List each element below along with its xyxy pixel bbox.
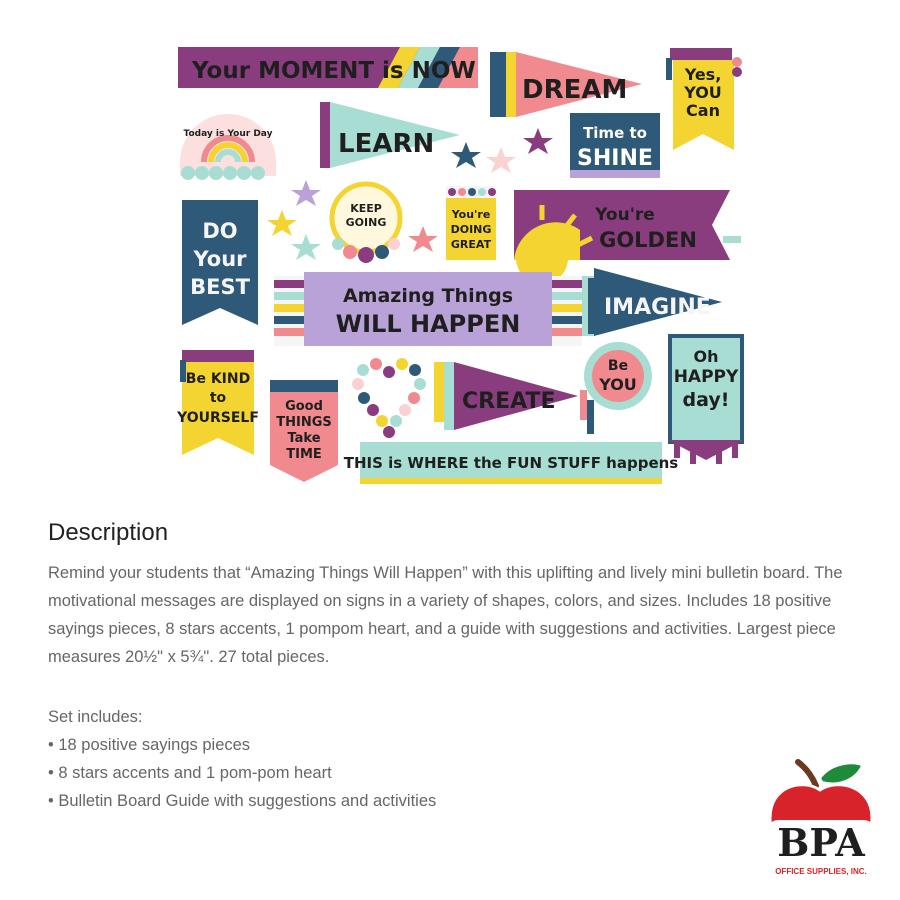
star-accent <box>523 128 553 154</box>
sign-be-kind <box>176 350 259 455</box>
sign-kind-text-3: YOURSELF <box>177 410 259 426</box>
star-accent <box>291 180 321 206</box>
star-accent <box>408 226 438 252</box>
sign-moment-text: Your MOMENT is NOW <box>192 58 476 84</box>
set-includes-title: Set includes: <box>48 708 143 726</box>
sign-happy-text-1: Oh <box>693 347 719 366</box>
sign-kind-text-1: Be KIND <box>185 371 251 387</box>
sign-doing-great <box>446 186 496 260</box>
sign-best-text-3: BEST <box>190 275 250 299</box>
sign-dream-text: DREAM <box>522 75 628 105</box>
sign-do-your-best <box>182 200 258 325</box>
description-heading: Description <box>48 519 169 546</box>
sign-happy-day <box>668 334 744 464</box>
set-includes-item: • Bulletin Board Guide with suggestions and activities <box>48 792 437 810</box>
set-includes-item: • 18 positive sayings pieces <box>48 736 251 754</box>
sign-amazing-text-1: Amazing Things <box>342 285 514 307</box>
sign-good-text-1: Good <box>285 399 323 414</box>
sign-today-text: Today is Your Day <box>183 129 273 139</box>
sign-keep-text-1: KEEP <box>350 202 382 215</box>
sign-imagine-text: IMAGINE <box>604 295 711 320</box>
sign-keep-text-2: GOING <box>345 216 387 229</box>
sign-beyou-text-1: Be <box>607 358 629 374</box>
sign-amazing <box>274 272 582 346</box>
sign-imagine <box>582 268 722 336</box>
sign-keep-going <box>332 184 400 263</box>
star-accent <box>267 210 297 236</box>
sign-happy-text-2: HAPPY <box>673 367 739 387</box>
logo-mark: BPA <box>777 820 865 865</box>
sign-yes-text-3: Can <box>686 101 720 120</box>
sign-good-text-2: THINGS <box>276 415 332 430</box>
set-includes-item: • 8 stars accents and 1 pom-pom heart <box>48 764 332 782</box>
product-image <box>170 40 745 490</box>
sign-good-text-4: TIME <box>286 447 322 462</box>
star-accent <box>486 147 516 173</box>
sign-golden-text-2: GOLDEN <box>599 228 697 252</box>
sign-create-text: CREATE <box>462 389 556 414</box>
star-accent <box>451 142 481 168</box>
sign-beyou-text-2: YOU <box>599 375 637 394</box>
sign-shine-text-1: Time to <box>583 124 647 142</box>
sign-learn-text: LEARN <box>338 129 435 159</box>
sign-shine <box>570 113 660 178</box>
sign-learn <box>320 102 460 168</box>
sign-best-text-1: DO <box>202 219 238 243</box>
sign-today-rainbow <box>180 114 276 180</box>
sign-fun-stuff <box>344 442 679 484</box>
sign-doing-text-1: You're <box>451 208 491 221</box>
sign-good-text-3: Take <box>287 431 321 446</box>
bpa-logo <box>762 756 880 884</box>
pompom-heart <box>352 358 426 438</box>
sign-doing-text-2: DOING <box>450 223 492 236</box>
sign-golden-text-1: You're <box>595 205 655 225</box>
description-section <box>48 517 878 671</box>
sign-amazing-text-2: WILL HAPPEN <box>335 310 521 338</box>
sign-create <box>434 362 578 430</box>
logo-tagline: OFFICE SUPPLIES, INC. <box>775 867 867 876</box>
sign-happy-text-3: day! <box>682 389 730 411</box>
star-accent <box>291 234 321 260</box>
sign-yes-you-can <box>666 48 742 150</box>
sign-moment <box>178 47 478 88</box>
sign-fun-text: THIS is WHERE the FUN STUFF happens <box>343 454 679 472</box>
sign-shine-text-2: SHINE <box>577 146 653 171</box>
set-includes-section <box>48 703 436 815</box>
sign-golden <box>514 190 741 284</box>
sign-doing-text-3: GREAT <box>450 238 492 251</box>
sign-dream <box>490 52 642 117</box>
sign-kind-text-2: to <box>209 390 227 406</box>
sign-be-you <box>580 342 652 434</box>
sign-yes-text-2: YOU <box>684 83 722 102</box>
sign-best-text-2: Your <box>193 247 247 271</box>
sign-yes-text-1: Yes, <box>684 65 722 84</box>
description-body: Remind your students that “Amazing Things Will Happen” with this uplifting and lively mini bulletin board. The motivational messages are displayed on signs in a variety of shapes, colors, and sizes. Includes 18 positive sayings pieces, 8 stars accents, 1 pompom heart, and a guide with suggestions and activities. Largest piece measures 20½" x 5¾". 27 total pieces. <box>48 564 843 666</box>
sign-good-things <box>270 380 338 482</box>
